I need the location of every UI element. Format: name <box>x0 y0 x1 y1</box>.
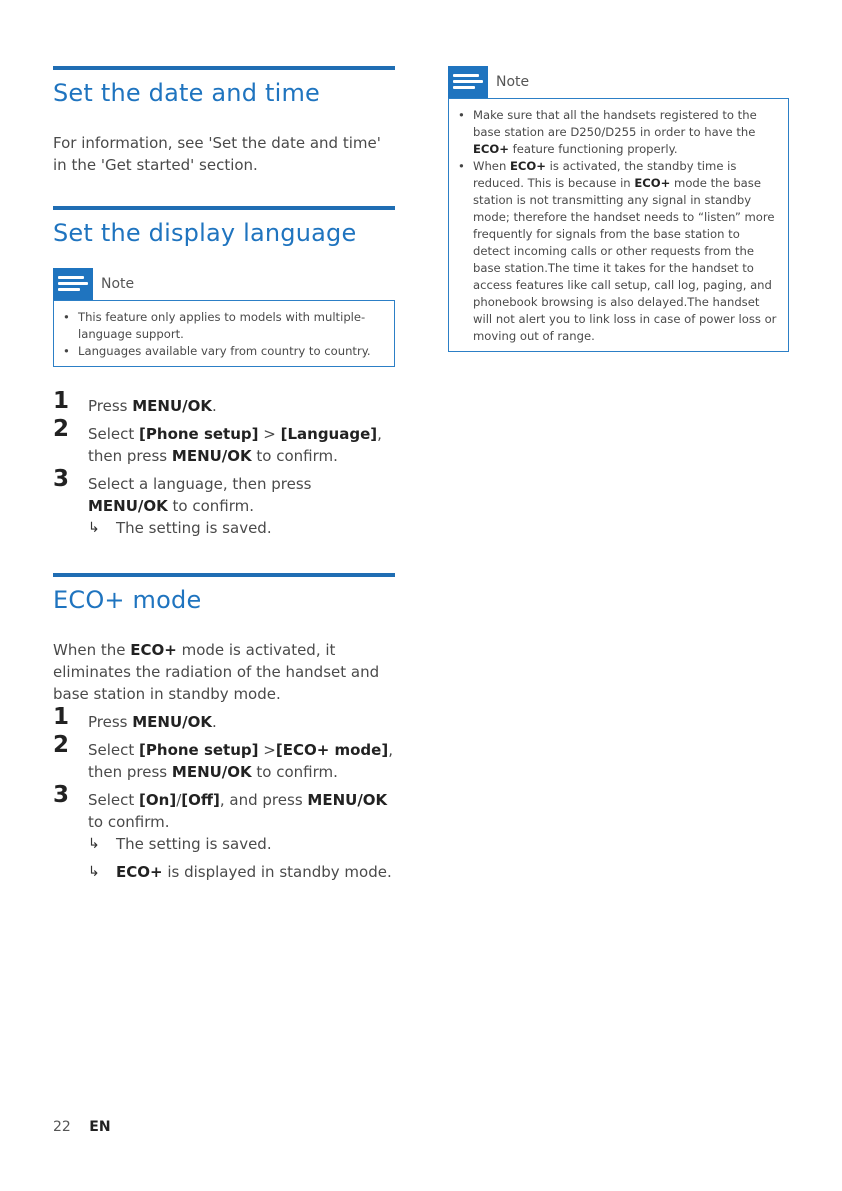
note-block <box>448 66 789 352</box>
section-body: For information, see 'Set the date and time' in the 'Get started' section. <box>53 134 381 174</box>
page-number: 22 <box>53 1119 71 1135</box>
note-item: • Languages available vary from country to country. <box>60 343 386 360</box>
section-date-time <box>53 66 395 176</box>
step-number: 1 <box>53 704 70 730</box>
arrow-icon: ↳ <box>88 836 100 852</box>
note-item: • When ECO+ is activated, the standby time is reduced. This is because in ECO+ mode the base station is not transmitting any signal in standby mode; therefore the handset needs to “listen” more frequently for signals from the base station to detect incoming calls or other requests from the base station.The time it takes for the handset to access features like call setup, call log, paging, and phonebook browsing is also delayed.The handset will not alert you to link loss in case of power loss or moving out of range. <box>455 158 780 345</box>
note-icon <box>53 268 93 300</box>
steps-list <box>53 388 395 539</box>
note-box <box>53 300 395 367</box>
step-3: 3 Select a language, then press MENU/OK to confirm. ↳ The setting is saved. <box>53 473 395 539</box>
right-column <box>448 66 789 352</box>
step-1: 1 Press MENU/OK. <box>53 388 217 415</box>
note-item: • This feature only applies to models with multiple-language support. <box>60 309 386 343</box>
step-2: 2 Select [Phone setup] > [Language], then press MENU/OK to confirm. <box>53 416 382 465</box>
step-result: ↳ The setting is saved. <box>88 835 272 853</box>
step-3: 3 Select [On]/[Off], and press MENU/OK to confirm. ↳ The setting is saved. ↳ ECO+ is displayed in standby mode. <box>53 789 395 883</box>
step-number: 1 <box>53 388 70 414</box>
step-number: 2 <box>53 416 70 442</box>
section-eco-mode <box>53 573 395 883</box>
step-number: 2 <box>53 732 70 758</box>
step-number: 3 <box>53 466 70 492</box>
note-label: Note <box>496 74 530 90</box>
section-title: Set the date and time <box>53 79 321 107</box>
language-code: EN <box>89 1119 111 1135</box>
step-1: 1 Press MENU/OK. <box>53 704 217 731</box>
note-header <box>53 268 395 300</box>
note-box <box>448 98 789 352</box>
section-rule <box>53 206 395 210</box>
note-header <box>448 66 789 98</box>
section-title: ECO+ mode <box>53 586 202 614</box>
note-icon <box>448 66 488 98</box>
left-column <box>53 66 395 881</box>
steps-list <box>53 704 395 883</box>
section-title: Set the display language <box>53 219 357 247</box>
arrow-icon: ↳ <box>88 520 100 536</box>
arrow-icon: ↳ <box>88 864 100 880</box>
section-rule <box>53 66 395 70</box>
section-rule <box>53 573 395 577</box>
page-footer <box>53 1119 111 1135</box>
note-block <box>53 268 395 367</box>
note-item: • Make sure that all the handsets registered to the base station are D250/D255 in order to have the ECO+ feature functioning properly. <box>455 107 780 158</box>
step-2: 2 Select [Phone setup] >[ECO+ mode], then press MENU/OK to confirm. <box>53 732 393 781</box>
section-display-language <box>53 206 395 539</box>
note-label: Note <box>101 276 135 292</box>
step-result: ↳ The setting is saved. <box>88 519 272 537</box>
step-result: ↳ ECO+ is displayed in standby mode. <box>88 863 392 881</box>
section-intro: When the ECO+ mode is activated, it eliminates the radiation of the handset and base station in standby mode. <box>53 641 380 703</box>
step-number: 3 <box>53 782 70 808</box>
